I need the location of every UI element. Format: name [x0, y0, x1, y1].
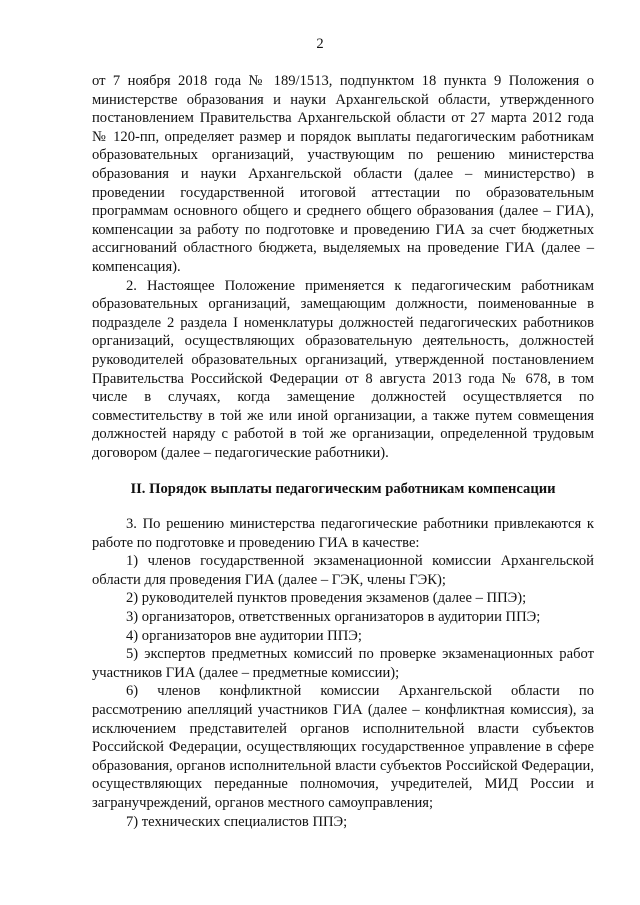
list-item-3: 3) организаторов, ответственных организаторов в аудитории ППЭ;	[126, 609, 541, 626]
list-item-2: 2) руководителей пунктов проведения экзаменов (далее – ППЭ);	[126, 590, 527, 607]
page-number: 2	[316, 36, 324, 52]
document-body	[92, 72, 594, 831]
paragraph-group-1	[92, 72, 594, 462]
list-item-7: 7) технических специалистов ППЭ;	[126, 813, 348, 830]
paragraph-item-2: 2. Настоящее Положение применяется к педагогическим работникам образовательных организаций, замещающим должности, поименованные в подразделе 2 раздела I номенклатуры должностей педагогических работников организаций, осуществляющих образовательную деятельность, должностей руководителей образовательных организаций, утвержденной постановлением Правительства Российской Федерации от 8 августа 2013 года № 678, в том числе в случаях, когда замещение должностей осуществляется по совместительству в той же или иной организации, а также путем совмещения должностей наряду с работой в той же организации, определенной трудовым договором (далее – педагогические работники).	[92, 277, 594, 461]
list-item-5: 5) экспертов предметных комиссий по проверке экзаменационных работ участников ГИА (далее – предметные комиссии);	[92, 646, 594, 681]
paragraph-continuation: от 7 ноября 2018 года № 189/1513, подпунктом 18 пункта 9 Положения о министерстве образования и науки Архангельской области, утвержденного постановлением Правительства Архангельской области от 27 марта 2012 года № 120-пп, определяет размер и порядок выплаты педагогическим работникам образовательных организаций, участвующим по решению министерства образования и науки Архангельской области (далее – министерство) в проведении государственной итоговой аттестации по образовательным программам основного общего и среднего общего образования (далее – ГИА), компенсации за работу по подготовке и проведению ГИА за счет бюджетных ассигнований областного бюджета, выделяемых на проведение ГИА (далее – компенсация).	[92, 73, 594, 275]
list-item-1: 1) членов государственной экзаменационной комиссии Архангельской области для проведения ГИА (далее – ГЭК, члены ГЭК);	[92, 553, 594, 588]
list-item-6: 6) членов конфликтной комиссии Архангельской области по рассмотрению апелляций участников ГИА (далее – конфликтная комиссия), за исключением представителей органов исполнительной власти субъектов Российской Федерации, осуществляющих государственное управление в сфере образования, органов исполнительной власти субъектов Российской Федерации, осуществляющих переданные полномочия, учредителей, МИД России и загранучреждений, органов местного самоуправления;	[92, 683, 594, 811]
paragraph-group-2	[92, 515, 594, 831]
list-item-4: 4) организаторов вне аудитории ППЭ;	[126, 627, 362, 644]
section-heading: II. Порядок выплаты педагогическим работникам компенсации	[130, 481, 556, 498]
paragraph-item-3: 3. По решению министерства педагогические работники привлекаются к работе по подготовке и проведению ГИА в качестве:	[92, 516, 594, 551]
